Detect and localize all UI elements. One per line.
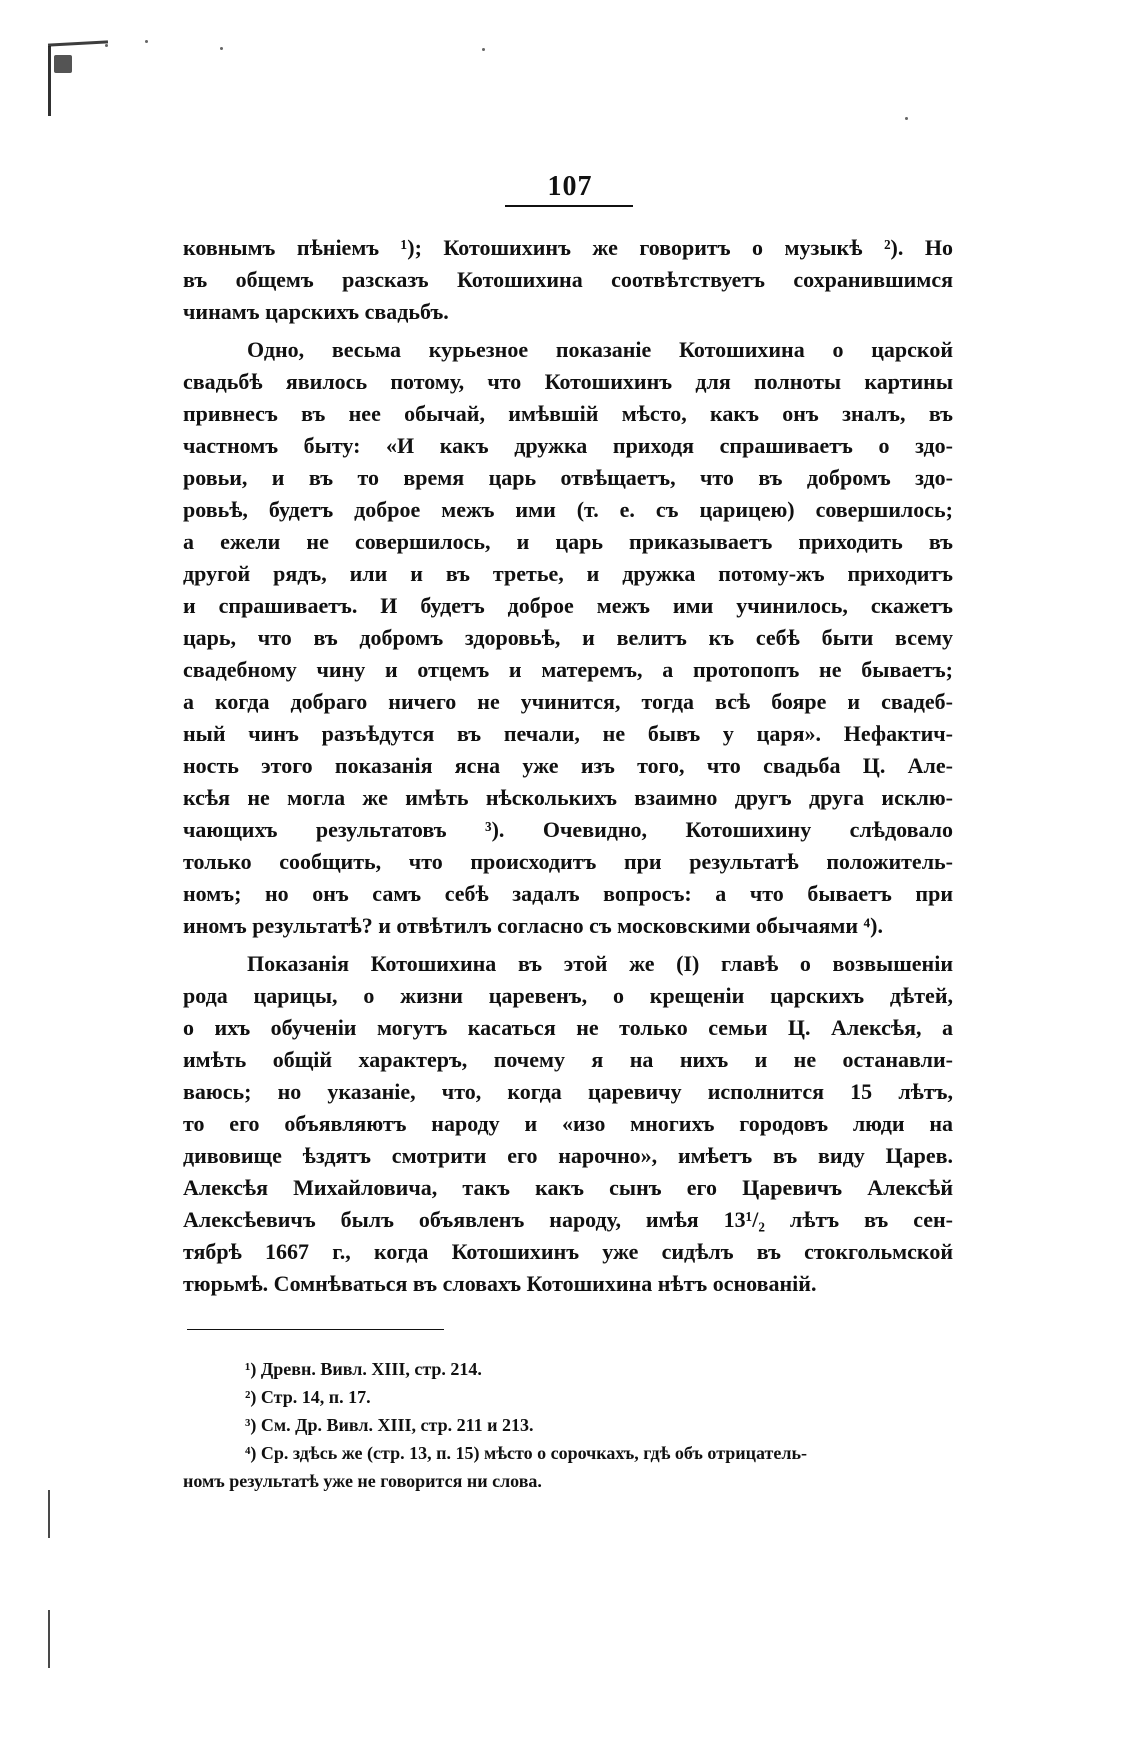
scan-artifact <box>54 55 72 73</box>
footnote-4-continuation: номъ результатѣ уже не говорится ни слова. <box>183 1471 542 1491</box>
text-line: царь, что въ добромъ здоровьѣ, и велитъ къ себѣ быти всему <box>183 625 953 650</box>
text-line: ный чинъ разъѣдутся въ печали, не бывъ у царя». Нефактич- <box>183 721 953 746</box>
text-line: свадебному чину и отцемъ и матеремъ, а протопопъ не бываетъ; <box>183 657 953 682</box>
text-line: Показанія Котошихина въ этой же (I) главѣ о возвышеніи <box>247 951 953 976</box>
scan-dot <box>105 44 108 47</box>
text-line: чающихъ результатовъ ³). Очевидно, Котошихину слѣдовало <box>183 817 953 842</box>
scan-artifact <box>48 1490 50 1538</box>
text-line: свадьбѣ явилось потому, что Котошихинъ для полноты картины <box>183 369 953 394</box>
text-line: частномъ быту: «И какъ дружка приходя спрашиваетъ о здо- <box>183 433 953 458</box>
main-text <box>183 232 953 1300</box>
footnote-rule <box>187 1329 444 1330</box>
text-line: ваюсь; но указаніе, что, когда царевичу исполнится 15 лѣтъ, <box>183 1079 953 1104</box>
footnotes <box>183 1355 963 1495</box>
scan-dot <box>220 47 223 50</box>
text-line: а когда добраго ничего не учинится, тогда всѣ бояре и свадеб- <box>183 689 953 714</box>
text-line: тябрѣ 1667 г., когда Котошихинъ уже сидѣлъ въ стокгольмской <box>183 1239 953 1264</box>
text-line: то его объявляютъ народу и «изо многихъ городовъ люди на <box>183 1111 953 1136</box>
text-line: другой рядъ, или и въ третье, и дружка потому-жъ приходитъ <box>183 561 953 586</box>
text-line: а ежели не совершилось, и царь приказываетъ приходить въ <box>183 529 953 554</box>
text-line: рода царицы, о жизни царевенъ, о крещеніи царскихъ дѣтей, <box>183 983 953 1008</box>
text-line: ковнымъ пѣніемъ ¹); Котошихинъ же говоритъ о музыкѣ ²). Но <box>183 235 953 260</box>
scan-dot <box>145 40 148 43</box>
footnote-3: ³) См. Др. Вивл. XIII, стр. 211 и 213. <box>245 1415 534 1435</box>
footnote-4: ⁴) Ср. здѣсь же (стр. 13, п. 15) мѣсто о сорочкахъ, гдѣ объ отрицатель- <box>245 1443 807 1463</box>
text-line: Одно, весьма курьезное показаніе Котошихина о царской <box>247 337 953 362</box>
text-line: о ихъ обученіи могутъ касаться не только семьи Ц. Алексѣя, а <box>183 1015 953 1040</box>
scan-dot <box>482 48 485 51</box>
scan-artifact <box>48 1610 50 1668</box>
scan-dot <box>905 117 908 120</box>
text-line: Алексѣя Михайловича, такъ какъ сынъ его Царевичъ Алексѣй <box>183 1175 953 1200</box>
scan-artifact <box>48 46 51 116</box>
text-line: ровьѣ, будетъ доброе межъ ими (т. е. съ царицею) совершилось; <box>183 497 953 522</box>
text-line: ность этого показанія ясна уже изъ того, что свадьба Ц. Але- <box>183 753 953 778</box>
text-line: ровьи, и въ то время царь отвѣщаетъ, что въ добромъ здо- <box>183 465 953 490</box>
text-line: номъ; но онъ самъ себѣ задалъ вопросъ: а что бываетъ при <box>183 881 953 906</box>
footnote-1: ¹) Древн. Вивл. XIII, стр. 214. <box>245 1359 482 1379</box>
text-line: тюрьмѣ. Сомнѣваться въ словахъ Котошихина нѣтъ основаній. <box>183 1271 817 1296</box>
text-line: иномъ результатѣ? и отвѣтилъ согласно съ московскими обычаями ⁴). <box>183 913 883 938</box>
footnote-2: ²) Стр. 14, п. 17. <box>245 1387 371 1407</box>
text-line: ксѣя не могла же имѣть нѣсколькихъ взаимно другъ друга исклю- <box>183 785 953 810</box>
page-number: 107 <box>547 171 593 202</box>
scan-artifact <box>48 40 108 46</box>
text-line: Алексѣевичъ былъ объявленъ народу, имѣя 13¹/₂ лѣтъ въ сен- <box>183 1207 953 1232</box>
text-line: дивовище ѣздятъ смотрити его нарочно», имѣетъ въ виду Царев. <box>183 1143 953 1168</box>
text-line: только сообщить, что происходитъ при результатѣ положитель- <box>183 849 953 874</box>
text-line: въ общемъ разсказъ Котошихина соотвѣтствуетъ сохранившимся <box>183 267 953 292</box>
text-line: имѣть общій характеръ, почему я на нихъ и не останавли- <box>183 1047 953 1072</box>
text-line: чинамъ царскихъ свадьбъ. <box>183 299 449 324</box>
page-number-rule <box>505 205 633 207</box>
text-line: привнесъ въ нее обычай, имѣвшій мѣсто, какъ онъ зналъ, въ <box>183 401 953 426</box>
text-line: и спрашиваетъ. И будетъ доброе межъ ими учинилось, скажетъ <box>183 593 953 618</box>
